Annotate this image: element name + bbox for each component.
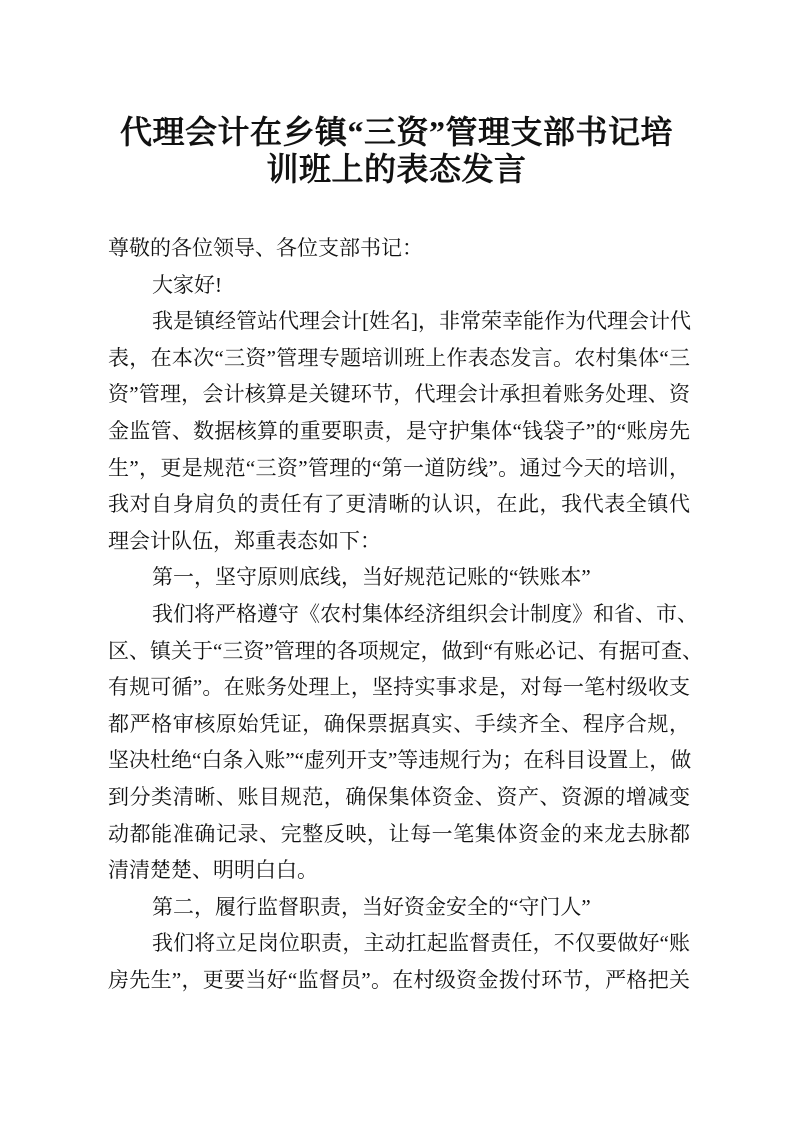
text-line: 我们将严格遵守《农村集体经济组织会计制度》和省、市、 <box>152 601 698 626</box>
salutation: 尊敬的各位领导、各位支部书记： <box>108 236 423 260</box>
text-line: 资”管理，会计核算是关键环节，代理会计承担着账务处理、资 <box>108 382 690 407</box>
paragraph-intro <box>108 303 690 559</box>
title-line: 训班上的表态发言 <box>266 151 527 187</box>
text-line: 生”，更是规范“三资”管理的“第一道防线”。通过今天的培训， <box>108 455 690 480</box>
document-body <box>108 230 703 998</box>
text-line: 清清楚楚、明明白白。 <box>108 858 318 883</box>
text-line: 到分类清晰、账目规范，确保集体资金、资产、资源的增减变 <box>108 784 690 809</box>
text-line: 坚决杜绝“白条入账”“虚列开支”等违规行为；在科目设置上，做 <box>108 748 692 773</box>
greeting: 大家好! <box>152 272 222 297</box>
text-line: 我们将立足岗位职责，主动扛起监督责任，不仅要做好“账 <box>152 931 690 956</box>
text-line: 金监管、数据核算的重要职责，是守护集体“钱袋子”的“账房先 <box>108 418 690 443</box>
text-line: 我是镇经管站代理会计[姓名]，非常荣幸能作为代理会计代 <box>152 309 691 334</box>
section-heading-1: 第一，坚守原则底线，当好规范记账的“铁账本” <box>152 565 591 590</box>
text-line: 表，在本次“三资”管理专题培训班上作表态发言。农村集体“三 <box>108 345 690 370</box>
paragraph-section-2 <box>108 925 690 998</box>
text-line: 我对自身肩负的责任有了更清晰的认识，在此，我代表全镇代 <box>108 492 690 517</box>
document-title <box>0 114 793 188</box>
text-line: 都严格审核原始凭证，确保票据真实、手续齐全、程序合规， <box>108 711 690 736</box>
text-line: 动都能准确记录、完整反映，让每一笔集体资金的来龙去脉都 <box>108 821 690 846</box>
text-line: 理会计队伍，郑重表态如下： <box>108 528 381 553</box>
text-line: 房先生”，更要当好“监督员”。在村级资金拨付环节，严格把关 <box>108 967 690 992</box>
section-heading-2: 第二，履行监督职责，当好资金安全的“守门人” <box>152 894 591 919</box>
text-line: 有规可循”。在账务处理上，坚持实事求是，对每一笔村级收支 <box>108 675 690 700</box>
text-line: 区、镇关于“三资”管理的各项规定，做到“有账必记、有据可查、 <box>108 638 703 663</box>
paragraph-section-1 <box>108 596 703 889</box>
title-line: 代理会计在乡镇“三资”管理支部书记培 <box>119 114 673 150</box>
